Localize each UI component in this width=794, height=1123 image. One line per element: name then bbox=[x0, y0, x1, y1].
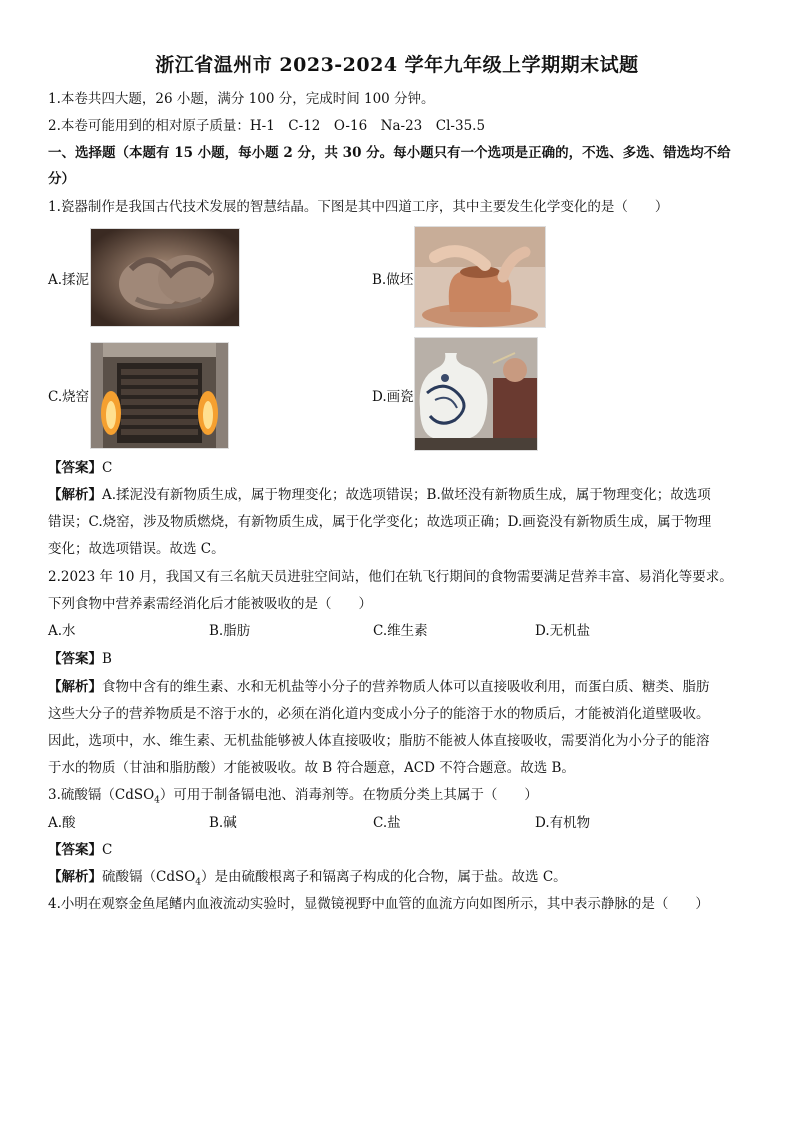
q3-answer bbox=[48, 837, 748, 864]
q3-stem-subscript: 4 bbox=[154, 795, 160, 806]
q1-option-b: B.做坯 bbox=[372, 272, 414, 288]
q2-option-b: B.脂肪 bbox=[209, 623, 251, 639]
q2-stem-line-1: 2.2023 年 10 月，我国又有三名航天员进驻空间站，他们在轨飞行期间的食物需要满足营养丰富、易消化等要求。 bbox=[48, 569, 733, 585]
q1-answer bbox=[48, 455, 748, 482]
q3-option-a: A.酸 bbox=[48, 815, 76, 831]
note-1: 1.本卷共四大题，26 小题，满分 100 分，完成时间 100 分钟。 bbox=[48, 91, 435, 107]
analysis-tag: 【解析】 bbox=[48, 869, 102, 885]
q3-stem-pre: 3.硫酸镉（CdSO bbox=[48, 787, 155, 803]
q1-analysis-line-2: 错误；C.烧窑，涉及物质燃烧，有新物质生成，属于化学变化；故选项正确；D.画瓷没有新物质生成，属于物理 bbox=[48, 514, 712, 530]
note-2: 2.本卷可能用到的相对原子质量：H-1 C-12 O-16 Na-23 Cl-35.5 bbox=[48, 118, 486, 134]
q2-analysis-line-4: 于水的物质（甘油和脂肪酸）才能被吸收。故 B 符合题意，ACD 不符合题意。故选 B。 bbox=[48, 760, 575, 776]
q1-option-c: C.烧窑 bbox=[48, 389, 90, 405]
q3-stem-post: ）可用于制备镉电池、消毒剂等。在物质分类上其属于（ ） bbox=[159, 787, 538, 803]
q2-analysis-line-1 bbox=[48, 674, 748, 701]
q2-option-d: D.无机盐 bbox=[535, 623, 591, 639]
answer-value: B bbox=[102, 651, 112, 667]
q3-option-b: B.碱 bbox=[209, 815, 237, 831]
q4-stem: 4.小明在观察金鱼尾鳍内血液流动实验时，显微镜视野中血管的血流方向如图所示，其中表示静脉的是（ ） bbox=[48, 896, 709, 912]
answer-tag: 【答案】 bbox=[48, 842, 102, 858]
analysis-text: A.揉泥没有新物质生成，属于物理变化；故选项错误；B.做坯没有新物质生成，属于物理变化；故选项 bbox=[102, 487, 711, 503]
analysis-tag: 【解析】 bbox=[48, 487, 102, 503]
q3-option-d: D.有机物 bbox=[535, 815, 591, 831]
q2-answer bbox=[48, 646, 748, 673]
q3-option-c: C.盐 bbox=[373, 815, 401, 831]
q1-analysis-line-3: 变化；故选项错误。故选 C。 bbox=[48, 541, 225, 557]
section-heading-cont: 分） bbox=[48, 171, 75, 187]
painting-porcelain-photo bbox=[414, 337, 538, 451]
analysis-subscript: 4 bbox=[195, 877, 202, 888]
q2-analysis-line-2: 这些大分子的营养物质是不溶于水的，必须在消化道内变成小分子的能溶于水的物质后，才能被消化道壁吸收。 bbox=[48, 706, 710, 722]
analysis-text-post: ）是由硫酸根离子和镉离子构成的化合物，属于盐。故选 C。 bbox=[201, 869, 567, 885]
answer-tag: 【答案】 bbox=[48, 651, 102, 667]
answer-value: C bbox=[102, 842, 113, 858]
q1-stem: 1.瓷器制作是我国古代技术发展的智慧结晶。下图是其中四道工序，其中主要发生化学变化的是（ ） bbox=[48, 199, 669, 215]
analysis-text: 食物中含有的维生素、水和无机盐等小分子的营养物质人体可以直接吸收利用，而蛋白质、糖类、脂肪 bbox=[102, 679, 710, 695]
answer-value: C bbox=[102, 460, 113, 476]
q1-analysis-line-1 bbox=[48, 482, 748, 509]
page-title: 浙江省温州市 2023-2024 学年九年级上学期期末试题 bbox=[155, 54, 639, 76]
q2-stem-line-2: 下列食物中营养素需经消化后才能被吸收的是（ ） bbox=[48, 596, 372, 612]
q2-analysis-line-3: 因此，选项中，水、维生素、无机盐能够被人体直接吸收；脂肪不能被人体直接吸收，需要消化为小分子的能溶 bbox=[48, 733, 710, 749]
q2-option-c: C.维生素 bbox=[373, 623, 428, 639]
analysis-tag: 【解析】 bbox=[48, 679, 102, 695]
q1-option-d: D.画瓷 bbox=[372, 389, 414, 405]
kneading-clay-photo bbox=[90, 228, 240, 327]
q2-option-a: A.水 bbox=[48, 623, 76, 639]
shaping-pottery-photo bbox=[414, 226, 546, 328]
answer-tag: 【答案】 bbox=[48, 460, 102, 476]
analysis-text-pre: 硫酸镉（CdSO bbox=[102, 869, 196, 885]
q1-option-a: A.揉泥 bbox=[48, 272, 90, 288]
kiln-firing-photo bbox=[90, 342, 229, 449]
section-heading: 一、选择题（本题有 15 小题，每小题 2 分，共 30 分。每小题只有一个选项是正确的，不选、多选、错选均不给 bbox=[48, 145, 731, 161]
